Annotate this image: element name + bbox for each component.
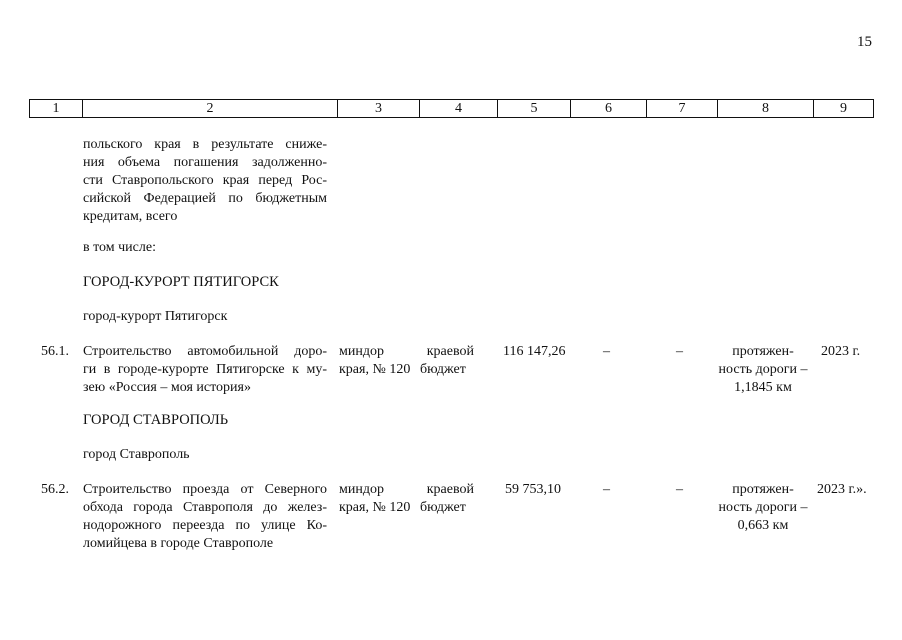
row-name [83, 481, 327, 553]
row-source-line: краевой [426, 344, 474, 359]
row-name-line: нодорожного переезда по улице Ко- [83, 518, 327, 533]
row-result [710, 343, 816, 397]
row-number: 56.2. [41, 482, 69, 497]
row-col7-dash: – [676, 482, 683, 497]
city-heading: ГОРОД-КУРОРТ ПЯТИГОРСК [83, 274, 279, 290]
row-name-line: ги в городе-курорте Пятигорске к му- [83, 362, 327, 377]
row-funding-source [420, 481, 474, 517]
intro-line: польского края в результате сниже- [83, 137, 327, 152]
row-source-line: бюджет [420, 362, 466, 377]
row-source-line: бюджет [420, 500, 466, 515]
row-amount: 59 753,10 [505, 482, 561, 497]
row-customer-line: миндор [339, 344, 384, 359]
row-col7-dash: – [676, 344, 683, 359]
header-col-4: 4 [420, 100, 498, 118]
row-name-line: Строительство автомобильной доро- [83, 344, 327, 359]
row-name-line: зею «Россия – моя история» [83, 380, 251, 395]
row-customer-line: края, № 120 [339, 500, 411, 515]
row-col6-dash: – [603, 344, 610, 359]
intro-line: ния объема погашения задолженно- [83, 155, 327, 170]
page-number: 15 [857, 34, 872, 50]
header-col-1: 1 [30, 100, 83, 118]
row-result-line: протяжен- [732, 482, 794, 497]
row-number: 56.1. [41, 344, 69, 359]
header-col-7: 7 [647, 100, 718, 118]
row-result-line: 0,663 км [737, 518, 789, 533]
row-col6-dash: – [603, 482, 610, 497]
row-result-line: 1,1845 км [734, 380, 792, 395]
city-subheading: город Ставрополь [83, 447, 190, 462]
row-amount: 116 147,26 [503, 344, 566, 359]
row-year: 2023 г.». [817, 482, 867, 497]
header-col-6: 6 [571, 100, 647, 118]
row-name-line: ломийцева в городе Ставрополе [83, 536, 274, 551]
intro-line: сти Ставропольского края перед Рос- [83, 173, 327, 188]
column-number-header [29, 99, 874, 118]
header-col-3: 3 [338, 100, 420, 118]
including-label: в том числе: [83, 240, 156, 255]
intro-line: кредитам, всего [83, 209, 178, 224]
row-customer-line: края, № 120 [339, 362, 411, 377]
intro-text [83, 136, 327, 226]
header-col-2: 2 [83, 100, 338, 118]
city-heading: ГОРОД СТАВРОПОЛЬ [83, 412, 229, 428]
row-result-line: ность дороги – [718, 500, 808, 515]
row-customer-line: миндор [339, 482, 384, 497]
row-customer [339, 343, 410, 379]
row-result [710, 481, 816, 535]
header-col-8: 8 [718, 100, 814, 118]
city-subheading: город-курорт Пятигорск [83, 309, 228, 324]
header-col-5: 5 [498, 100, 571, 118]
row-funding-source [420, 343, 474, 379]
row-result-line: ность дороги – [718, 362, 808, 377]
row-year: 2023 г. [821, 344, 861, 359]
row-customer [339, 481, 410, 517]
header-col-9: 9 [814, 100, 874, 118]
row-source-line: краевой [426, 482, 474, 497]
row-result-line: протяжен- [732, 344, 794, 359]
row-name-line: обхода города Ставрополя до желез- [83, 500, 327, 515]
row-name [83, 343, 327, 397]
intro-line: сийской Федерацией по бюджетным [83, 191, 327, 206]
row-name-line: Строительство проезда от Северного [83, 482, 327, 497]
